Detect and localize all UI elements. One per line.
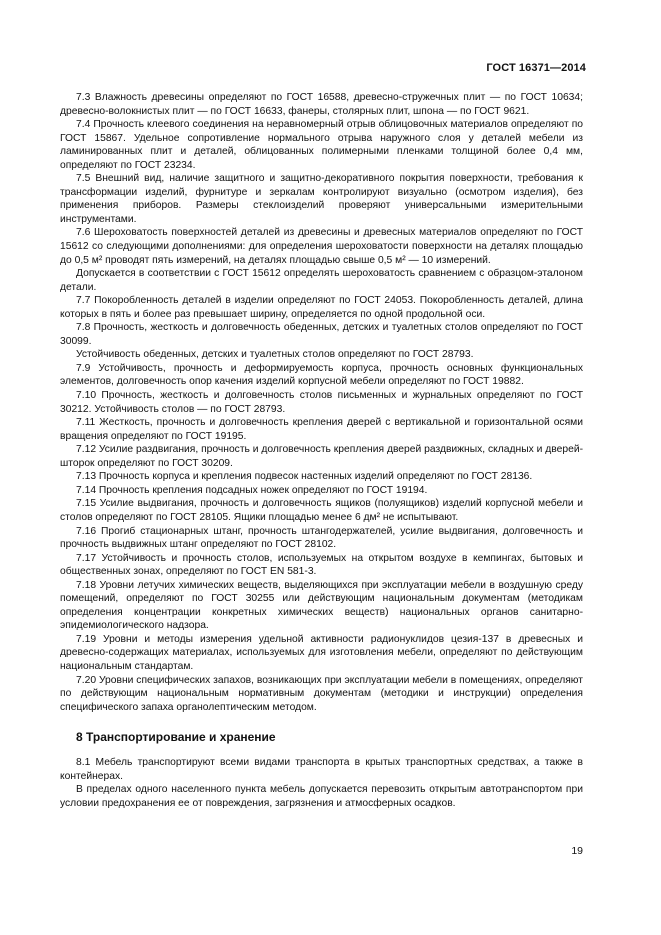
paragraph-7-6: 7.6 Шероховатость поверхностей деталей из древесины и древесных материалов определяют по ГОСТ 15612 со следующими дополнениями: для определения шероховатости поверхности на деталях площадью до 0,5 м² проводят пять измерений, на деталях площадью свыше 0,5 м² — 10 измерений.	[60, 227, 583, 266]
paragraph-7-6-note: Допускается в соответствии с ГОСТ 15612 определять шероховатость сравнением с образцом-эталоном детали.	[60, 268, 583, 293]
paragraph-7-8-stability: Устойчивость обеденных, детских и туалетных столов определяют по ГОСТ 28793.	[76, 349, 474, 361]
paragraph-7-17: 7.17 Устойчивость и прочность столов, используемых на открытом воздухе в кемпингах, бытовых и общественных зонах, определяют по ГОСТ EN 581-3.	[60, 552, 583, 578]
paragraph-7-19: 7.19 Уровни и методы измерения удельной активности радионуклидов цезия-137 в древесных и древесно-содержащих материалах, используемых для изготовления мебели, определяют по действующим национальным стандартам.	[60, 633, 583, 672]
paragraph-8-1-local: В пределах одного населенного пункта мебель допускается перевозить открытым автотранспортом при условии предохранения ее от повреждения, загрязнения и атмосферных осадков.	[60, 784, 583, 809]
paragraph-7-15: 7.15 Усилие выдвигания, прочность и долговечность ящиков (полуящиков) изделий корпусной мебели и столов определяют по ГОСТ 28105. Ящики площадью менее 6 дм² не испытывают.	[60, 498, 583, 523]
paragraph-7-5: 7.5 Внешний вид, наличие защитного и защитно-декоративного покрытия поверхности, требования к трансформации изделий, фурнитуре и зеркалам контролируют визуально (осмотром изделия), без применения приборов. Размеры стеклоизделий проверяют универсальными измерительными инструментами.	[60, 173, 583, 225]
paragraph-7-12: 7.12 Усилие раздвигания, прочность и долговечность крепления дверей раздвижных, складных и дверей-шторок определяют по ГОСТ 30209.	[60, 444, 583, 469]
paragraph-7-20: 7.20 Уровни специфических запахов, возникающих при эксплуатации мебели в помещениях, определяют по действующим национальным нормативным документам (методики и инструкции) определения специфического запаха органолептическим методом.	[60, 674, 583, 713]
paragraph-7-3: 7.3 Влажность древесины определяют по ГОСТ 16588, древесно-стружечных плит — по ГОСТ 10634; древесно-волокнистых плит — по ГОСТ 16633, фанеры, столярных плит, шпона — по ГОСТ 9621.	[60, 92, 583, 117]
paragraph-8-1: 8.1 Мебель транспортируют всеми видами транспорта в крытых транспортных средствах, а также в контейнерах.	[60, 757, 583, 782]
document-body	[60, 91, 583, 810]
section-heading-transport: 8 Транспортирование и хранение	[76, 730, 276, 745]
paragraph-7-16: 7.16 Прогиб стационарных штанг, прочность штангодержателей, усилие выдвигания, долговечность и прочность выдвижных штанг определяют по ГОСТ 28102.	[60, 525, 583, 551]
paragraph-7-9: 7.9 Устойчивость, прочность и деформируемость корпуса, прочность основных функциональных элементов, долговечность опор качения изделий корпусной мебели определяют по ГОСТ 19882.	[60, 362, 583, 388]
paragraph-7-4: 7.4 Прочность клеевого соединения на неравномерный отрыв облицовочных материалов определяют по ГОСТ 15867. Удельное сопротивление нормального отрыва наружного слоя у деталей мебели из ламинированных плит и деталей, облицованных полимерными пленками толщиной более 0,4 мм, определяют по ГОСТ 23234.	[60, 119, 583, 171]
paragraph-7-8: 7.8 Прочность, жесткость и долговечность обеденных, детских и туалетных столов определяют по ГОСТ 30099.	[60, 322, 583, 347]
paragraph-7-11: 7.11 Жесткость, прочность и долговечность крепления дверей с вертикальной и горизонтальной осями вращения определяют по ГОСТ 19195.	[60, 417, 583, 442]
paragraph-7-7: 7.7 Покоробленность деталей в изделии определяют по ГОСТ 24053. Покоробленность деталей, длина которых в пять и более раз превышает ширину, определяется по одной продольной оси.	[60, 295, 583, 320]
paragraph-7-18: 7.18 Уровни летучих химических веществ, выделяющихся при эксплуатации мебели в воздушную среду помещений, определяют по ГОСТ 30255 или действующим национальным документам (методикам определения концентрации конкретных химических веществ) национальных органов санитарно-эпидемиологического надзора.	[60, 579, 583, 632]
document-header: ГОСТ 16371—2014	[486, 62, 586, 74]
paragraph-7-14: 7.14 Прочность крепления подсадных ножек определяют по ГОСТ 19194.	[76, 484, 428, 496]
paragraph-7-10: 7.10 Прочность, жесткость и долговечность столов письменных и журнальных определяют по ГОСТ 30212. Устойчивость столов — по ГОСТ 28793.	[60, 390, 583, 415]
paragraph-7-13: 7.13 Прочность корпуса и крепления подвесок настенных изделий определяют по ГОСТ 28136.	[76, 471, 533, 483]
page-number: 19	[571, 845, 583, 857]
